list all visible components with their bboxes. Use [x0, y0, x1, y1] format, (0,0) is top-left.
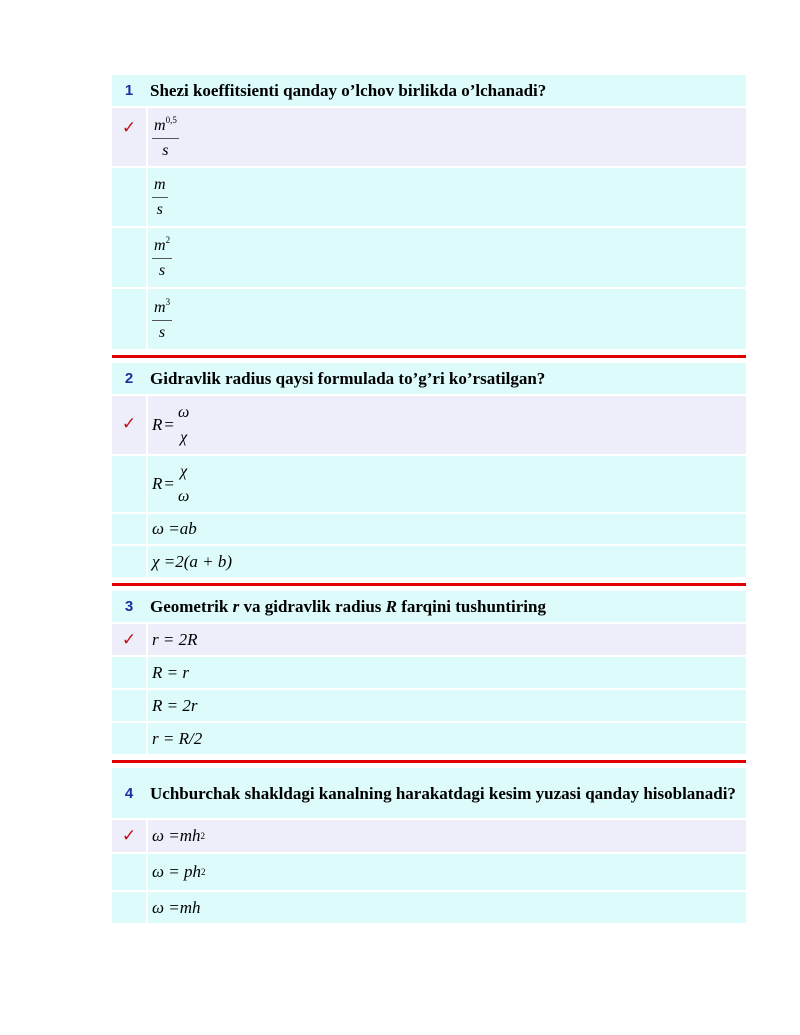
- fraction: [152, 176, 168, 219]
- answer-content: [146, 854, 746, 890]
- variable-r: r: [232, 597, 240, 616]
- denominator: s: [158, 262, 166, 279]
- check-icon: ✓: [121, 118, 137, 137]
- fraction: [176, 404, 191, 447]
- numerator: m: [154, 237, 166, 254]
- question-text: Geometrik r va gidravlik radius R farqini tushuntiring: [150, 597, 546, 616]
- question-separator: [112, 583, 746, 586]
- answer-option[interactable]: [112, 723, 746, 756]
- question-row: [112, 75, 746, 108]
- question-number: 3: [124, 598, 134, 615]
- question-number: 4: [124, 784, 134, 802]
- numerator: m: [154, 116, 166, 134]
- question-separator: [112, 355, 746, 358]
- answer-text: ω =mh: [152, 897, 201, 917]
- answer-text: r = R/2: [146, 723, 746, 754]
- answer-text: ω =ab: [146, 514, 746, 544]
- formula-lhs: R: [152, 415, 163, 434]
- question-text: Shezi koeffitsienti qanday o’lchov birlikda o’lchanadi?: [150, 81, 547, 100]
- denominator: χ: [180, 428, 188, 446]
- answer-option[interactable]: [112, 854, 746, 892]
- answer-content: [146, 456, 746, 512]
- question-row: [112, 363, 746, 396]
- exponent: 2: [200, 867, 206, 877]
- denominator: s: [156, 200, 163, 218]
- question-row: [112, 591, 746, 624]
- question-text: Uchburchak shakldagi kanalning harakatdagi kesim yuzasi qanday hisoblanadi?: [150, 783, 736, 803]
- answer-text: ω =mh: [152, 826, 201, 845]
- numerator: χ: [180, 462, 188, 480]
- question-row: [112, 768, 746, 820]
- answer-content: [146, 289, 746, 349]
- fraction: [152, 297, 172, 342]
- numerator: m: [154, 175, 166, 193]
- answer-content: [146, 820, 746, 852]
- answer-option[interactable]: [112, 657, 746, 690]
- question-number: 1: [124, 82, 134, 99]
- formula-lhs: R: [152, 474, 163, 493]
- question-3: [112, 591, 746, 756]
- answer-content: [146, 892, 746, 923]
- exponent: 2: [200, 831, 206, 841]
- exponent: 3: [165, 296, 171, 307]
- answer-option[interactable]: [112, 514, 746, 546]
- variable-R: R: [385, 597, 397, 616]
- answer-option[interactable]: [112, 228, 746, 289]
- answer-option[interactable]: [112, 546, 746, 579]
- formula: [152, 463, 191, 506]
- denominator: ω: [177, 487, 190, 505]
- answer-option[interactable]: [112, 624, 746, 657]
- formula: [152, 404, 191, 447]
- answer-option[interactable]: [112, 820, 746, 854]
- answer-option[interactable]: [112, 690, 746, 723]
- answer-text: χ =2(a + b): [146, 546, 746, 577]
- denominator: s: [162, 141, 169, 159]
- numerator: m: [154, 298, 166, 316]
- question-4: [112, 768, 746, 925]
- fraction: [152, 115, 179, 160]
- answer-option[interactable]: [112, 396, 746, 456]
- answer-text: r = 2R: [146, 624, 746, 655]
- denominator: s: [158, 323, 166, 341]
- answer-content: [146, 108, 746, 166]
- answer-text: R = r: [146, 657, 746, 688]
- answer-content: [146, 168, 746, 226]
- question-separator: [112, 760, 746, 763]
- exponent: 2: [165, 235, 171, 245]
- fraction: [176, 463, 191, 506]
- formula-equals: =: [164, 474, 174, 493]
- numerator: ω: [177, 403, 190, 421]
- fraction: [152, 235, 172, 280]
- formula-equals: =: [164, 415, 174, 434]
- question-2: [112, 363, 746, 579]
- question-1: [112, 75, 746, 351]
- answer-option[interactable]: [112, 892, 746, 925]
- answer-content: [146, 228, 746, 287]
- answer-text: R = 2r: [146, 690, 746, 721]
- answer-option[interactable]: [112, 168, 746, 228]
- question-number: 2: [124, 370, 134, 387]
- answer-text: ω = ph: [152, 862, 201, 881]
- answer-option[interactable]: [112, 289, 746, 351]
- question-text: Gidravlik radius qaysi formulada to’g’ri ko’rsatilgan?: [150, 369, 546, 388]
- check-icon: ✓: [121, 414, 137, 433]
- answer-option[interactable]: [112, 108, 746, 168]
- answer-content: [146, 396, 746, 454]
- exponent: 0,5: [165, 114, 177, 125]
- check-icon: ✓: [121, 629, 137, 649]
- test-sheet: [112, 75, 746, 925]
- check-icon: ✓: [121, 826, 137, 845]
- answer-option[interactable]: [112, 456, 746, 514]
